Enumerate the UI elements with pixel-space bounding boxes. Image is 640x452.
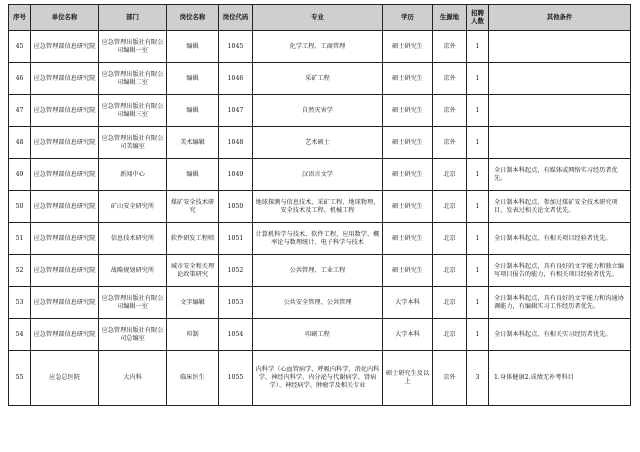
- major-cell: 印刷工程: [253, 319, 383, 351]
- hiring-count-cell: 1: [467, 63, 489, 95]
- post-name-cell: 编辑: [167, 63, 219, 95]
- row-number-cell: 48: [9, 127, 31, 159]
- other-conditions-cell: [489, 95, 631, 127]
- header-cell: 学历: [383, 5, 433, 31]
- education-cell: 硕士研究生: [383, 31, 433, 63]
- post-code-cell: 1049: [219, 159, 253, 191]
- post-name-cell: 城市安全和关理论政策研究: [167, 255, 219, 287]
- unit-name-cell: 应急管理部信息研究院: [31, 223, 99, 255]
- recruitment-table: [8, 4, 631, 406]
- major-cell: 汉语言文学: [253, 159, 383, 191]
- row-number-cell: 53: [9, 287, 31, 319]
- row-number-cell: 49: [9, 159, 31, 191]
- department-cell: 新闻中心: [99, 159, 167, 191]
- table-row: [9, 127, 631, 159]
- student-origin-cell: 京外: [433, 31, 467, 63]
- unit-name-cell: 应急管理部信息研究院: [31, 191, 99, 223]
- hiring-count-cell: 1: [467, 127, 489, 159]
- student-origin-cell: 京外: [433, 95, 467, 127]
- post-code-cell: 1054: [219, 319, 253, 351]
- post-name-cell: 编辑: [167, 31, 219, 63]
- hiring-count-cell: 1: [467, 95, 489, 127]
- recruitment-table-container: [8, 4, 631, 406]
- table-row: [9, 255, 631, 287]
- row-number-cell: 50: [9, 191, 31, 223]
- table-body: [9, 31, 631, 406]
- other-conditions-cell: [489, 31, 631, 63]
- post-code-cell: 1046: [219, 63, 253, 95]
- unit-name-cell: 应急管理部信息研究院: [31, 31, 99, 63]
- department-cell: 信息技术研究所: [99, 223, 167, 255]
- table-row: [9, 95, 631, 127]
- table-row: [9, 31, 631, 63]
- student-origin-cell: 京外: [433, 351, 467, 406]
- header-cell: 其他条件: [489, 5, 631, 31]
- post-code-cell: 1051: [219, 223, 253, 255]
- post-name-cell: 文字编辑: [167, 287, 219, 319]
- major-cell: 化学工程、工商管理: [253, 31, 383, 63]
- other-conditions-cell: 全日制本科起点，有相关实习经历者优先。: [489, 319, 631, 351]
- other-conditions-cell: 全日制本科起点，参加过煤矿安全技术研究项目，发表过相关论文者优先。: [489, 191, 631, 223]
- unit-name-cell: 应急管理部信息研究院: [31, 63, 99, 95]
- department-cell: 应急管理出版社有限公司编辑一室: [99, 287, 167, 319]
- row-number-cell: 55: [9, 351, 31, 406]
- major-cell: 艺术硕士: [253, 127, 383, 159]
- hiring-count-cell: 1: [467, 223, 489, 255]
- other-conditions-cell: 1.身体健康2.成绩无补考科目: [489, 351, 631, 406]
- education-cell: 硕士研究生: [383, 95, 433, 127]
- education-cell: 大学本科: [383, 287, 433, 319]
- other-conditions-cell: [489, 63, 631, 95]
- student-origin-cell: 北京: [433, 319, 467, 351]
- education-cell: 硕士研究生: [383, 127, 433, 159]
- unit-name-cell: 应急管理部信息研究院: [31, 159, 99, 191]
- major-cell: 公共安全管理、公共管理: [253, 287, 383, 319]
- post-name-cell: 编辑: [167, 95, 219, 127]
- hiring-count-cell: 3: [467, 351, 489, 406]
- other-conditions-cell: [489, 127, 631, 159]
- major-cell: 自然灾害学: [253, 95, 383, 127]
- row-number-cell: 46: [9, 63, 31, 95]
- header-cell: 专业: [253, 5, 383, 31]
- row-number-cell: 52: [9, 255, 31, 287]
- header-cell: 序号: [9, 5, 31, 31]
- other-conditions-cell: 全日制本科起点，具有良好的文字能力和沟通协调能力，有编辑实习工作经历者优先。: [489, 287, 631, 319]
- header-cell: 岗位代码: [219, 5, 253, 31]
- unit-name-cell: 应急管理部信息研究院: [31, 255, 99, 287]
- row-number-cell: 45: [9, 31, 31, 63]
- table-row: [9, 351, 631, 406]
- hiring-count-cell: 1: [467, 31, 489, 63]
- post-code-cell: 1045: [219, 31, 253, 63]
- post-name-cell: 编辑: [167, 159, 219, 191]
- header-cell: 生源地: [433, 5, 467, 31]
- post-name-cell: 美术编辑: [167, 127, 219, 159]
- unit-name-cell: 应急管理部信息研究院: [31, 287, 99, 319]
- unit-name-cell: 应急管理部信息研究院: [31, 127, 99, 159]
- row-number-cell: 47: [9, 95, 31, 127]
- department-cell: 应急管理出版社有限公司编辑三室: [99, 95, 167, 127]
- education-cell: 硕士研究生: [383, 223, 433, 255]
- hiring-count-cell: 1: [467, 191, 489, 223]
- major-cell: 内科学（心血管病学、呼吸内科学、消化内科学、神经内科学、内分泌与代谢病学、肾病学）、神经病学、肿瘤学及相关专业: [253, 351, 383, 406]
- post-code-cell: 1055: [219, 351, 253, 406]
- major-cell: 采矿工程: [253, 63, 383, 95]
- table-row: [9, 63, 631, 95]
- unit-name-cell: 应急管理部信息研究院: [31, 95, 99, 127]
- other-conditions-cell: 全日制本科起点，有相关项目经验者优先。: [489, 223, 631, 255]
- education-cell: 硕士研究生及以上: [383, 351, 433, 406]
- education-cell: 硕士研究生: [383, 191, 433, 223]
- major-cell: 公共管理、工业工程: [253, 255, 383, 287]
- department-cell: 战略规划研究所: [99, 255, 167, 287]
- unit-name-cell: 应急总医院: [31, 351, 99, 406]
- department-cell: 应急管理出版社有限公司编辑一室: [99, 31, 167, 63]
- student-origin-cell: 北京: [433, 223, 467, 255]
- department-cell: 应急管理出版社有限公司编辑二室: [99, 63, 167, 95]
- other-conditions-cell: 全日制本科起点，有媒体或网络实习经历者优先。: [489, 159, 631, 191]
- department-cell: 应急管理出版社有限公司美编室: [99, 127, 167, 159]
- unit-name-cell: 应急管理部信息研究院: [31, 319, 99, 351]
- post-name-cell: 临床医生: [167, 351, 219, 406]
- education-cell: 硕士研究生: [383, 255, 433, 287]
- row-number-cell: 54: [9, 319, 31, 351]
- post-name-cell: 软件研发工程师: [167, 223, 219, 255]
- student-origin-cell: 北京: [433, 287, 467, 319]
- hiring-count-cell: 1: [467, 255, 489, 287]
- row-number-cell: 51: [9, 223, 31, 255]
- table-row: [9, 223, 631, 255]
- major-cell: 计算机科学与技术、软件工程、应用数学、概率论与数理统计、电子科学与技术: [253, 223, 383, 255]
- header-cell: 部门: [99, 5, 167, 31]
- post-code-cell: 1052: [219, 255, 253, 287]
- department-cell: 大内科: [99, 351, 167, 406]
- student-origin-cell: 京外: [433, 127, 467, 159]
- other-conditions-cell: 全日制本科起点，具有良好的文字能力和独立编写项目报告的能力，有相关项目经验者优先。: [489, 255, 631, 287]
- student-origin-cell: 京外: [433, 63, 467, 95]
- table-row: [9, 159, 631, 191]
- header-row: [9, 5, 631, 31]
- student-origin-cell: 北京: [433, 159, 467, 191]
- table-row: [9, 191, 631, 223]
- post-code-cell: 1047: [219, 95, 253, 127]
- department-cell: 矿山安全研究所: [99, 191, 167, 223]
- post-name-cell: 印制: [167, 319, 219, 351]
- department-cell: 应急管理出版社有限公司总编室: [99, 319, 167, 351]
- hiring-count-cell: 1: [467, 287, 489, 319]
- post-code-cell: 1048: [219, 127, 253, 159]
- education-cell: 硕士研究生: [383, 63, 433, 95]
- major-cell: 地球探测与信息技术、采矿工程、地球物理、安全技术及工程、机械工程: [253, 191, 383, 223]
- table-row: [9, 287, 631, 319]
- post-code-cell: 1053: [219, 287, 253, 319]
- education-cell: 大学本科: [383, 319, 433, 351]
- header-cell: 单位名称: [31, 5, 99, 31]
- hiring-count-cell: 1: [467, 319, 489, 351]
- post-code-cell: 1050: [219, 191, 253, 223]
- header-cell: 招聘人数: [467, 5, 489, 31]
- education-cell: 硕士研究生: [383, 159, 433, 191]
- header-cell: 岗位名称: [167, 5, 219, 31]
- hiring-count-cell: 1: [467, 159, 489, 191]
- student-origin-cell: 北京: [433, 255, 467, 287]
- table-row: [9, 319, 631, 351]
- student-origin-cell: 北京: [433, 191, 467, 223]
- post-name-cell: 煤矿安全技术研究: [167, 191, 219, 223]
